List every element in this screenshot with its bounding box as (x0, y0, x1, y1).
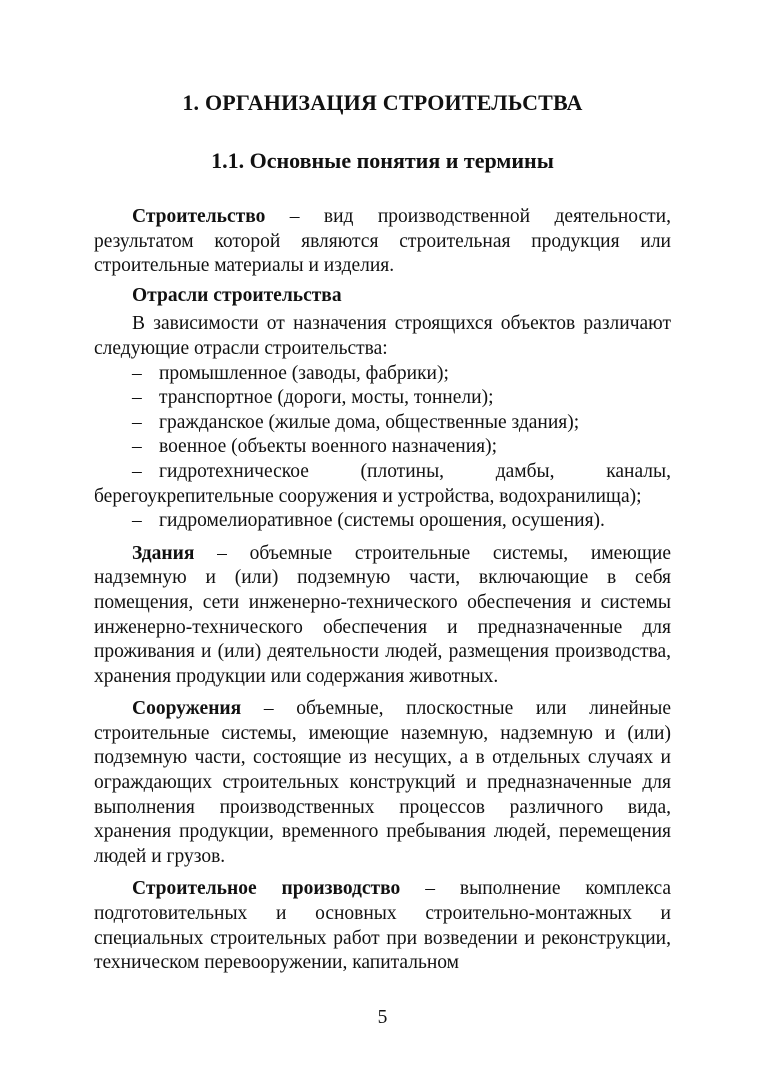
list-dash: – (132, 510, 142, 532)
term-structures: Сооружения (132, 698, 242, 720)
list-dash: – (132, 436, 142, 458)
list-item-text: гражданское (жилые дома, общественные здания); (159, 411, 580, 433)
list-item (94, 411, 671, 436)
paragraph-structures (94, 697, 671, 869)
definition-production: – выполнение комплекса подготовительных и основных строительно-монтажных и специальных строительных работ при возведении и реконструкции, техническом перевооружении, капитальном (94, 878, 671, 974)
paragraph-production (94, 877, 671, 975)
list-item (94, 509, 671, 534)
branches-intro: В зависимости от назначения строящихся объектов различают следующие отрасли строительства: (94, 313, 671, 359)
definition-buildings: – объемные строительные системы, имеющие надземную и (или) подземную части, включающие в себя помещения, сети инженерно-технического обеспечения и системы инженерно-технического обеспечения и предназначенные для проживания и (или) деятельности людей, размещения производства, хранения продукции или содержания животных. (94, 542, 671, 687)
list-item (94, 460, 671, 509)
branches-heading: Отрасли строительства (132, 284, 342, 306)
list-dash: – (132, 411, 142, 433)
page-number: 5 (377, 1007, 388, 1028)
term-production: Строительное производство (132, 878, 401, 900)
paragraph-construction (94, 205, 671, 279)
list-item-text: военное (объекты военного назначения); (159, 436, 498, 458)
list-item-text: гидромелиоративное (системы орошения, осушения). (159, 510, 605, 532)
list-dash: – (132, 387, 142, 409)
list-item (94, 362, 671, 387)
paragraph-buildings (94, 542, 671, 690)
term-construction: Строительство (132, 206, 266, 227)
term-buildings: Здания (132, 542, 195, 564)
list-dash: – (132, 460, 142, 482)
list-item-text: транспортное (дороги, мосты, тоннели); (159, 387, 494, 409)
section-title: 1.1. Основные понятия и термины (211, 148, 554, 173)
list-item-text: промышленное (заводы, фабрики); (159, 362, 449, 384)
list-item-text: гидротехническое (плотины, дамбы, каналы, берегоукрепительные сооружения и устройства, водохранилища); (94, 460, 671, 507)
definition-structures: – объемные, плоскостные или линейные строительные системы, имеющие наземную, надземную и (или) подземную части, состоящие из несущих, а в отдельных случаях и ограждающих строительных конструкций и предназначенные для выполнения производственных процессов различного вида, хранения продукции, временного пребывания людей, перемещения людей и грузов. (94, 698, 671, 867)
list-dash: – (132, 362, 142, 384)
body-text (94, 205, 671, 976)
chapter-title: 1. ОРГАНИЗАЦИЯ СТРОИТЕЛЬСТВА (182, 90, 583, 115)
list-item (94, 386, 671, 411)
list-item (94, 435, 671, 460)
branches-list (94, 362, 671, 534)
definition-construction: – вид производственной деятельности, результатом которой являются строительная продукция или строительные материалы и изделия. (94, 206, 671, 277)
document-page (94, 0, 671, 1085)
